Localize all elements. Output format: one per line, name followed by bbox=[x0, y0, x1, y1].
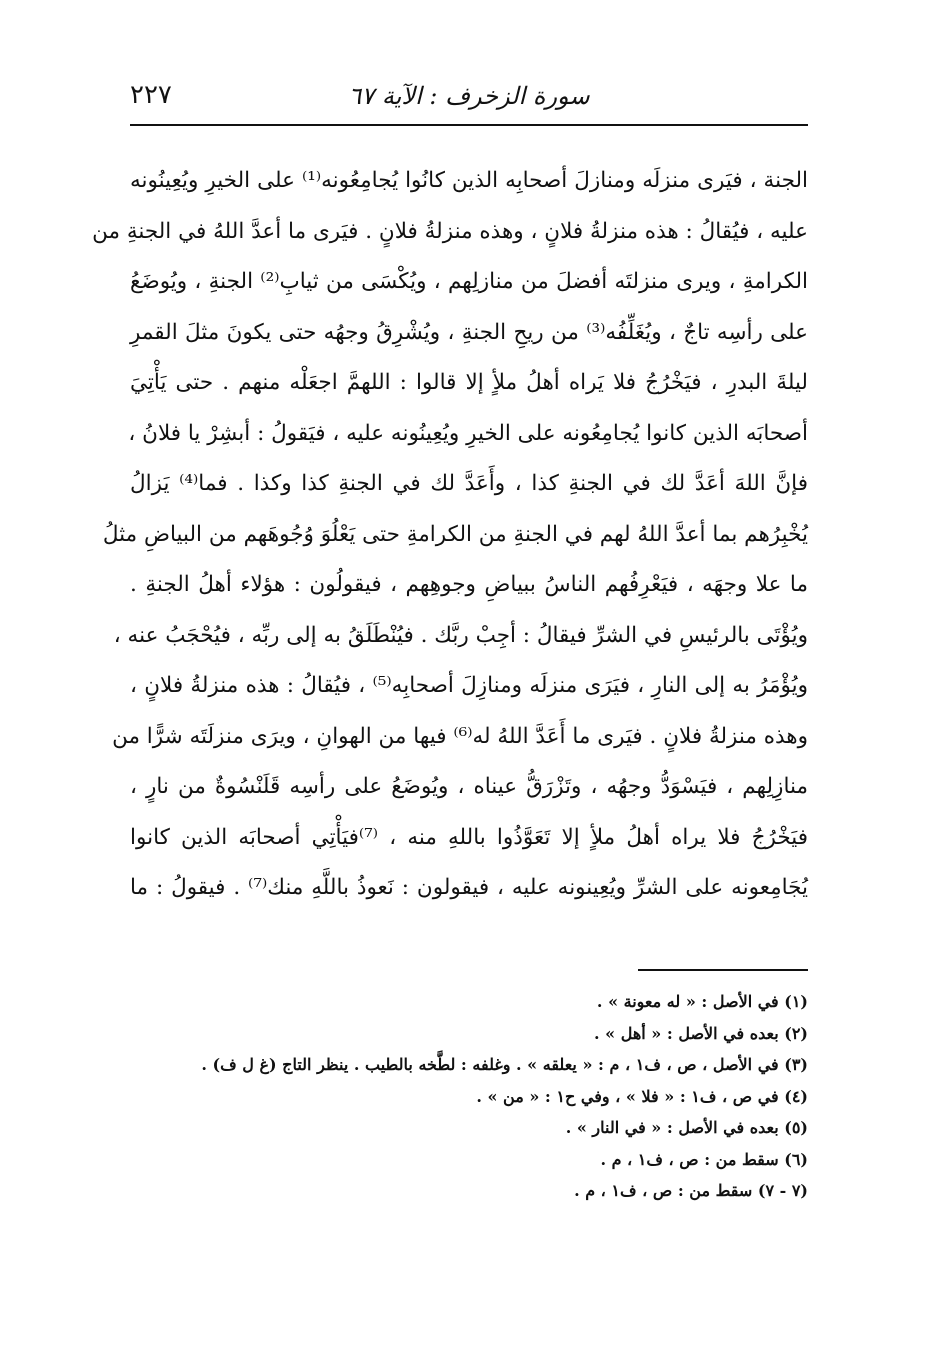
main-text bbox=[92, 156, 809, 914]
text-line: منازِلِهم ، فيَسْوَدُّ وجهُه ، وتَزْرَقُّ عيناه ، ويُوضَعُ على رأسِه قَلَنْسُوةٌ من نارٍ ، bbox=[130, 774, 808, 799]
footnotes bbox=[130, 986, 808, 1207]
footnote: (٣) في الأصل ، ص ، ف١ ، م : « يعلقه » . وغلفه : لطَّخه بالطيب . ينظر التاج (غ ل ف) . bbox=[201, 1055, 808, 1074]
text-line: يُجَامِعونه على الشرِّ ويُعِينونه عليه ، فيقولون : نَعوذُ باللَّهِ منك⁽⁷⁾ . فيقولُ : ما bbox=[130, 875, 808, 900]
footnote: (١) في الأصل : « له معونة » . bbox=[596, 992, 808, 1011]
footnote: (٥) بعده في الأصل : « في النار » . bbox=[565, 1118, 808, 1137]
text-line: ويُؤْتَى بالرئيسِ في الشرِّ فيقالُ : أجِبْ ربَّك . فيُنْطَلَقُ به إلى ربِّه ، فيُحْجَبُ عنه ، bbox=[113, 622, 808, 648]
text-line: أصحابَه الذين كانوا يُجامِعُونه على الخيرِ ويُعِينُونه عليه ، فيَقولُ : أبشِرْ يا فلانُ ، bbox=[128, 420, 808, 446]
text-line: ليلةَ البدرِ ، فيَخْرُجُ فلا يَراه أهلُ ملأٍ إلا قالوا : اللهمَّ اجعَلْه منهم . حتى يَأْتِيَ bbox=[130, 370, 808, 395]
footnote: (٧ - ٧) سقط من : ص ، ف١ ، م . bbox=[574, 1181, 808, 1200]
text-line: يُخْبِرُهم بما أعدَّ اللهُ لهم في الجنةِ من الكرامةِ حتى يَعْلُوَ وُجُوهَهم من البياضِ مثلُ bbox=[102, 521, 808, 547]
text-line: ما علا وجهَه ، فيَعْرِفُهم الناسُ ببياضِ وجوهِهم ، فيقولُون : هؤلاء أهلُ الجنةِ . bbox=[130, 572, 808, 597]
footnote: (٢) بعده في الأصل : « أهل » . bbox=[594, 1023, 808, 1043]
running-title: سورة الزخرف : الآية ٦٧ bbox=[348, 82, 590, 110]
footnote: (٤) في ص ، ف١ : « فلا » ، وفي ح١ : « من » . bbox=[476, 1086, 808, 1106]
text-line: الجنة ، فيَرى منزلَه ومنازلَ أصحابِه الذين كانُوا يُجامِعُونه⁽¹⁾ على الخيرِ ويُعِينُونه bbox=[130, 168, 808, 193]
text-line: فيَخْرُجُ فلا يراه أهلُ ملأٍ إلا تَعَوَّذُوا باللهِ منه ، ⁽⁷⁾فيَأْتِي أصحابَه الذين كانوا bbox=[130, 824, 809, 850]
footnote: (٦) سقط من : ص ، ف١ ، م . bbox=[600, 1149, 808, 1169]
text-line: عليه ، فيُقالُ : هذه منزلةُ فلانٍ ، وهذه منزلةُ فلانٍ . فيَرى ما أعدَّ اللهُ في الجنةِ من bbox=[92, 218, 808, 244]
text-line: على رأسِه تاجٌ ، ويُغَلِّفُه⁽³⁾ من ريحِ الجنةِ ، ويُشْرِقُ وجهُه حتى يكونَ مثلَ القمرِ bbox=[130, 319, 808, 345]
text-line: وهذه منزلةُ فلانٍ . فيَرى ما أَعَدَّ اللهُ له⁽⁶⁾ فيها من الهوانِ ، ويرَى منزلَتَه شرًّا من bbox=[112, 723, 808, 749]
running-header bbox=[130, 70, 808, 120]
page-number: ٢٢٧ bbox=[130, 80, 172, 110]
footnote-divider bbox=[638, 969, 808, 971]
text-line: ويُؤْمَرُ به إلى النارِ ، فيَرَى منزلَه ومنازِلَ أصحابِه⁽⁵⁾ ، فيُقالُ : هذه منزلةُ فلانٍ ، bbox=[130, 673, 808, 698]
header-divider bbox=[130, 124, 808, 126]
text-line: الكرامةِ ، ويرى منزلتَه أفضلَ من منازلِهم ، ويُكْسَى من ثيابِ⁽²⁾ الجنةِ ، ويُوضَعُ bbox=[130, 269, 808, 294]
text-line: فإنَّ اللهَ أعَدَّ لك في الجنةِ كذا ، وأَعَدَّ لك في الجنةِ كذا وكذا . فما⁽⁴⁾ يَزالُ bbox=[130, 471, 808, 496]
